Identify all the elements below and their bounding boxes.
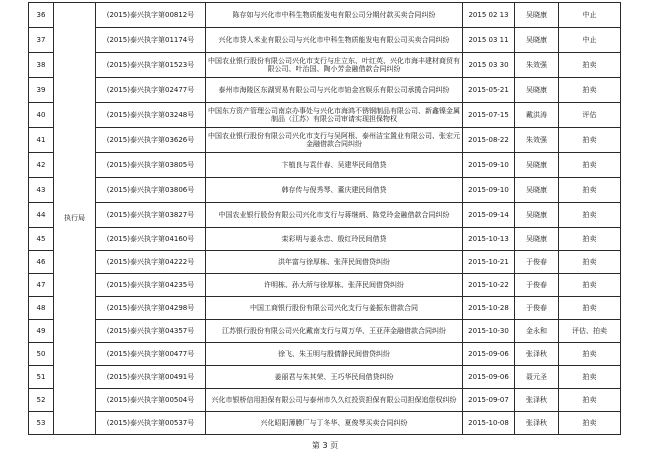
case-number: (2015)泰兴执字第03248号: [96, 103, 206, 128]
case-description: 中国工商银行股份有限公司兴化支行与姜振东借款合同: [206, 297, 463, 320]
judge-name: 张泽秋: [515, 412, 559, 435]
judge-name: 朱效强: [515, 128, 559, 153]
filing-date: 2015-10-30: [463, 320, 515, 343]
case-number: (2015)泰兴执字第04298号: [96, 297, 206, 320]
case-number: (2015)泰兴执字第03626号: [96, 128, 206, 153]
row-number: 41: [29, 128, 54, 153]
judge-name: 吴晓康: [515, 228, 559, 251]
row-number: 39: [29, 78, 54, 103]
table-row: [29, 412, 621, 435]
judge-name: 吴晓康: [515, 28, 559, 53]
row-number: 47: [29, 274, 54, 297]
judge-name: 于俊春: [515, 274, 559, 297]
case-description: 陈存如与兴化市中科生物质能发电有限公司分期付款买卖合同纠纷: [206, 3, 463, 28]
judge-name: 张泽秋: [515, 389, 559, 412]
table-row: [29, 128, 621, 153]
filing-date: 2015-09-10: [463, 153, 515, 178]
case-description: 兴化市银桥信用担保有限公司与泰州市久久红投资担保有限公司担保追偿权纠纷: [206, 389, 463, 412]
case-number: (2015)泰兴执字第04235号: [96, 274, 206, 297]
case-status: 拍卖: [559, 53, 621, 78]
table-row: [29, 28, 621, 53]
case-number: (2015)泰兴执字第03805号: [96, 153, 206, 178]
case-number: (2015)泰兴执字第00477号: [96, 343, 206, 366]
table-row: [29, 78, 621, 103]
filing-date: 2015-09-06: [463, 343, 515, 366]
case-status: 拍卖: [559, 228, 621, 251]
filing-date: 2015 02 13: [463, 3, 515, 28]
case-status: 拍卖: [559, 203, 621, 228]
case-description: 兴化市贷人米业有限公司与兴化市中科生物质能发电有限公司买卖合同纠纷: [206, 28, 463, 53]
case-description: 泰州市海陵区东湖贸易有限公司与兴化市铂金宫娱乐有限公司承揽合同纠纷: [206, 78, 463, 103]
case-status: 拍卖: [559, 251, 621, 274]
case-description: 姜丽君与朱其荣、王巧华民间借贷纠纷: [206, 366, 463, 389]
case-number: (2015)泰兴执字第00537号: [96, 412, 206, 435]
case-description: 兴化昭阳薄膜厂与丁冬华、夏俊琴买卖合同纠纷: [206, 412, 463, 435]
case-number: (2015)泰兴执字第02477号: [96, 78, 206, 103]
case-description: 中国东方资产管理公司南京办事处与兴化市海鸿不锈钢制品有限公司、新鑫镍金属制品（江苏）有限公司审请实现担保物权: [206, 103, 463, 128]
judge-name: 吴晓康: [515, 203, 559, 228]
filing-date: 2015-09-07: [463, 389, 515, 412]
case-description: 洪年富与徐厚栋、张萍民间借贷纠纷: [206, 251, 463, 274]
table-row: [29, 228, 621, 251]
filing-date: 2015-10-21: [463, 251, 515, 274]
row-number: 53: [29, 412, 54, 435]
case-number: (2015)泰兴执字第03806号: [96, 178, 206, 203]
row-number: 49: [29, 320, 54, 343]
case-description: 中国农业银行股份有限公司兴化市支行与吴阿根、泰州洁宝置业有限公司、张宏元金融借款合同纠纷: [206, 128, 463, 153]
table-row: [29, 366, 621, 389]
row-number: 44: [29, 203, 54, 228]
table-row: [29, 320, 621, 343]
judge-name: 于俊春: [515, 297, 559, 320]
judge-name: 朱效强: [515, 53, 559, 78]
table-row: [29, 153, 621, 178]
case-description: 卞植良与袁什春、吴建华民间借贷: [206, 153, 463, 178]
table-row: [29, 389, 621, 412]
case-number: (2015)泰兴执字第01174号: [96, 28, 206, 53]
filing-date: 2015-07-15: [463, 103, 515, 128]
case-description: 许明栋、孙大所与徐厚栋、张萍民间借贷纠纷: [206, 274, 463, 297]
case-description: 江苏银行股份有限公司兴化戴南支行与周万华、王亚萍金融借款合同纠纷: [206, 320, 463, 343]
case-number: (2015)泰兴执字第04357号: [96, 320, 206, 343]
judge-name: 吴晓康: [515, 178, 559, 203]
filing-date: 2015-10-28: [463, 297, 515, 320]
row-number: 51: [29, 366, 54, 389]
row-number: 45: [29, 228, 54, 251]
case-status: 拍卖: [559, 78, 621, 103]
case-status: 中止: [559, 28, 621, 53]
row-number: 38: [29, 53, 54, 78]
case-description: 栾彩明与姜永忠、殷红玲民间借贷: [206, 228, 463, 251]
judge-name: 吴晓康: [515, 78, 559, 103]
case-number: (2015)泰兴执字第00504号: [96, 389, 206, 412]
filing-date: 2015-08-22: [463, 128, 515, 153]
filing-date: 2015-10-13: [463, 228, 515, 251]
filing-date: 2015-09-06: [463, 366, 515, 389]
filing-date: 2015 03 11: [463, 28, 515, 53]
case-status: 拍卖: [559, 178, 621, 203]
case-description: 中国农业银行股份有限公司兴化市支行与庄立东、叶红英、兴化市海丰建材商贸有限公司、叶治国、陶小芳金融借款合同纠纷: [206, 53, 463, 78]
table-row: [29, 178, 621, 203]
filing-date: 2015-09-14: [463, 203, 515, 228]
case-table: [28, 2, 621, 435]
filing-date: 2015-09-10: [463, 178, 515, 203]
filing-date: 2015-10-22: [463, 274, 515, 297]
case-status: 中止: [559, 3, 621, 28]
case-number: (2015)泰兴执字第00491号: [96, 366, 206, 389]
case-number: (2015)泰兴执字第00812号: [96, 3, 206, 28]
judge-name: 吴晓康: [515, 153, 559, 178]
judge-name: 戴洪涛: [515, 103, 559, 128]
filing-date: 2015 03 30: [463, 53, 515, 78]
judge-name: 张泽秋: [515, 343, 559, 366]
row-number: 37: [29, 28, 54, 53]
case-status: 拍卖: [559, 366, 621, 389]
table-row: [29, 274, 621, 297]
case-description: 徐飞、朱玉明与殷倩静民间借贷纠纷: [206, 343, 463, 366]
table-row: [29, 343, 621, 366]
table-row: [29, 297, 621, 320]
case-status: 拍卖: [559, 274, 621, 297]
filing-date: 2015-05-21: [463, 78, 515, 103]
row-number: 46: [29, 251, 54, 274]
department-cell: 执行局: [54, 3, 96, 435]
page-number: 第 3 页: [311, 441, 339, 450]
case-status: 拍卖: [559, 389, 621, 412]
table-row: [29, 251, 621, 274]
case-status: 拍卖: [559, 128, 621, 153]
table-row: [29, 3, 621, 28]
filing-date: 2015-10-08: [463, 412, 515, 435]
judge-name: 金永和: [515, 320, 559, 343]
case-number: (2015)泰兴执字第04222号: [96, 251, 206, 274]
case-number: (2015)泰兴执字第03827号: [96, 203, 206, 228]
case-status: 拍卖: [559, 343, 621, 366]
case-description: 中国农业银行股份有限公司兴化市支行与蒋继炳、陈党玲金融借款合同纠纷: [206, 203, 463, 228]
table-row: [29, 53, 621, 78]
case-description: 韩存传与倪秀琴、董庆建民间借贷: [206, 178, 463, 203]
row-number: 50: [29, 343, 54, 366]
case-number: (2015)泰兴执字第04160号: [96, 228, 206, 251]
case-status: 拍卖: [559, 153, 621, 178]
row-number: 36: [29, 3, 54, 28]
row-number: 43: [29, 178, 54, 203]
case-status: 拍卖: [559, 297, 621, 320]
judge-name: 聂元圣: [515, 366, 559, 389]
row-number: 48: [29, 297, 54, 320]
case-status: 评估、拍卖: [559, 320, 621, 343]
row-number: 42: [29, 153, 54, 178]
case-status: 拍卖: [559, 412, 621, 435]
judge-name: 吴晓康: [515, 3, 559, 28]
row-number: 52: [29, 389, 54, 412]
case-number: (2015)泰兴执字第01523号: [96, 53, 206, 78]
case-status: 评估: [559, 103, 621, 128]
table-row: [29, 103, 621, 128]
judge-name: 于俊春: [515, 251, 559, 274]
table-row: [29, 203, 621, 228]
row-number: 40: [29, 103, 54, 128]
